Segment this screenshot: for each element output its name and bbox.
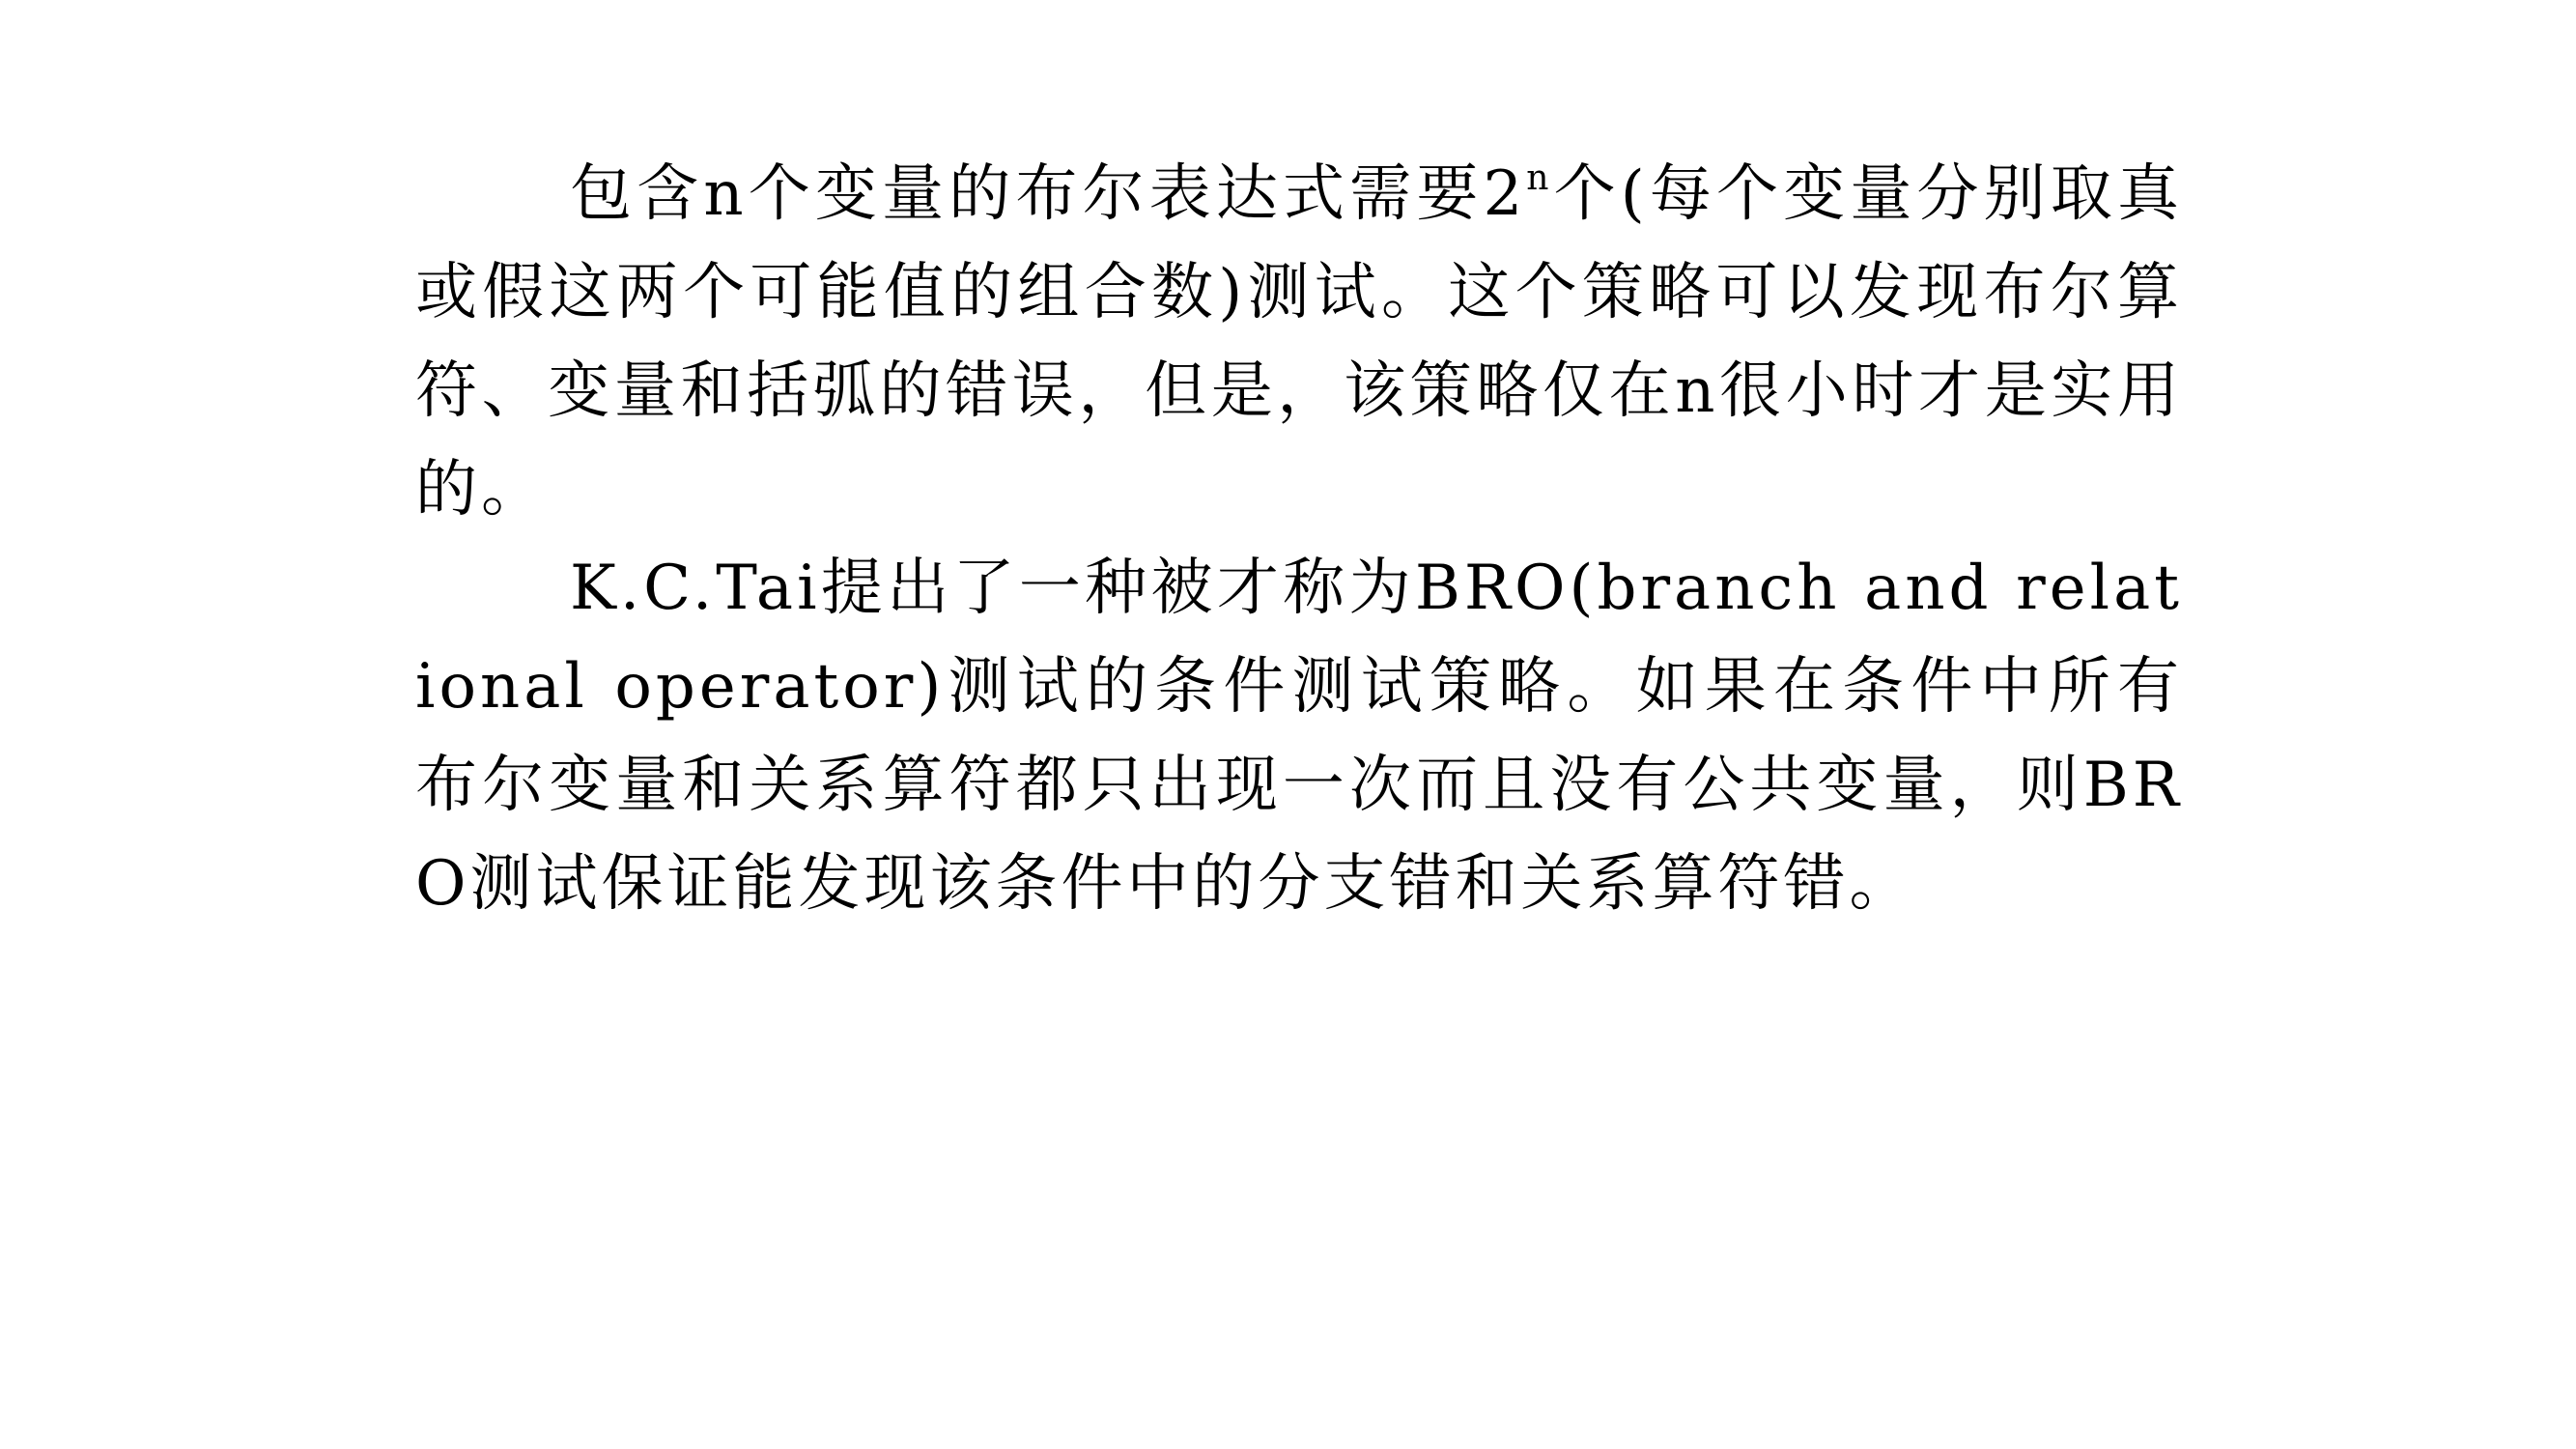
exponent-n: n (1526, 158, 1553, 198)
paragraph-boolean-expression (415, 145, 2183, 539)
paragraph-1-text-start: 包含n个变量的布尔表达式需要2 (570, 158, 1527, 230)
paragraph-1-text-end: 个(每个变量分别取真或假这两个可能值的组合数)测试。这个策略可以发现布尔算符、变量和括弧的错误，但是，该策略仅在n很小时才是实用的。 (415, 158, 2184, 526)
text-body (415, 145, 2183, 933)
paragraph-bro-testing (415, 539, 2183, 933)
paragraph-2-text: K.C.Tai提出了一种被才称为BRO(branch and relational operator)测试的条件测试策略。如果在条件中所有布尔变量和关系算符都只出现一次而且没有公共变量，则BRO测试保证能发现该条件中的分支错和关系算符错。 (415, 553, 2183, 920)
